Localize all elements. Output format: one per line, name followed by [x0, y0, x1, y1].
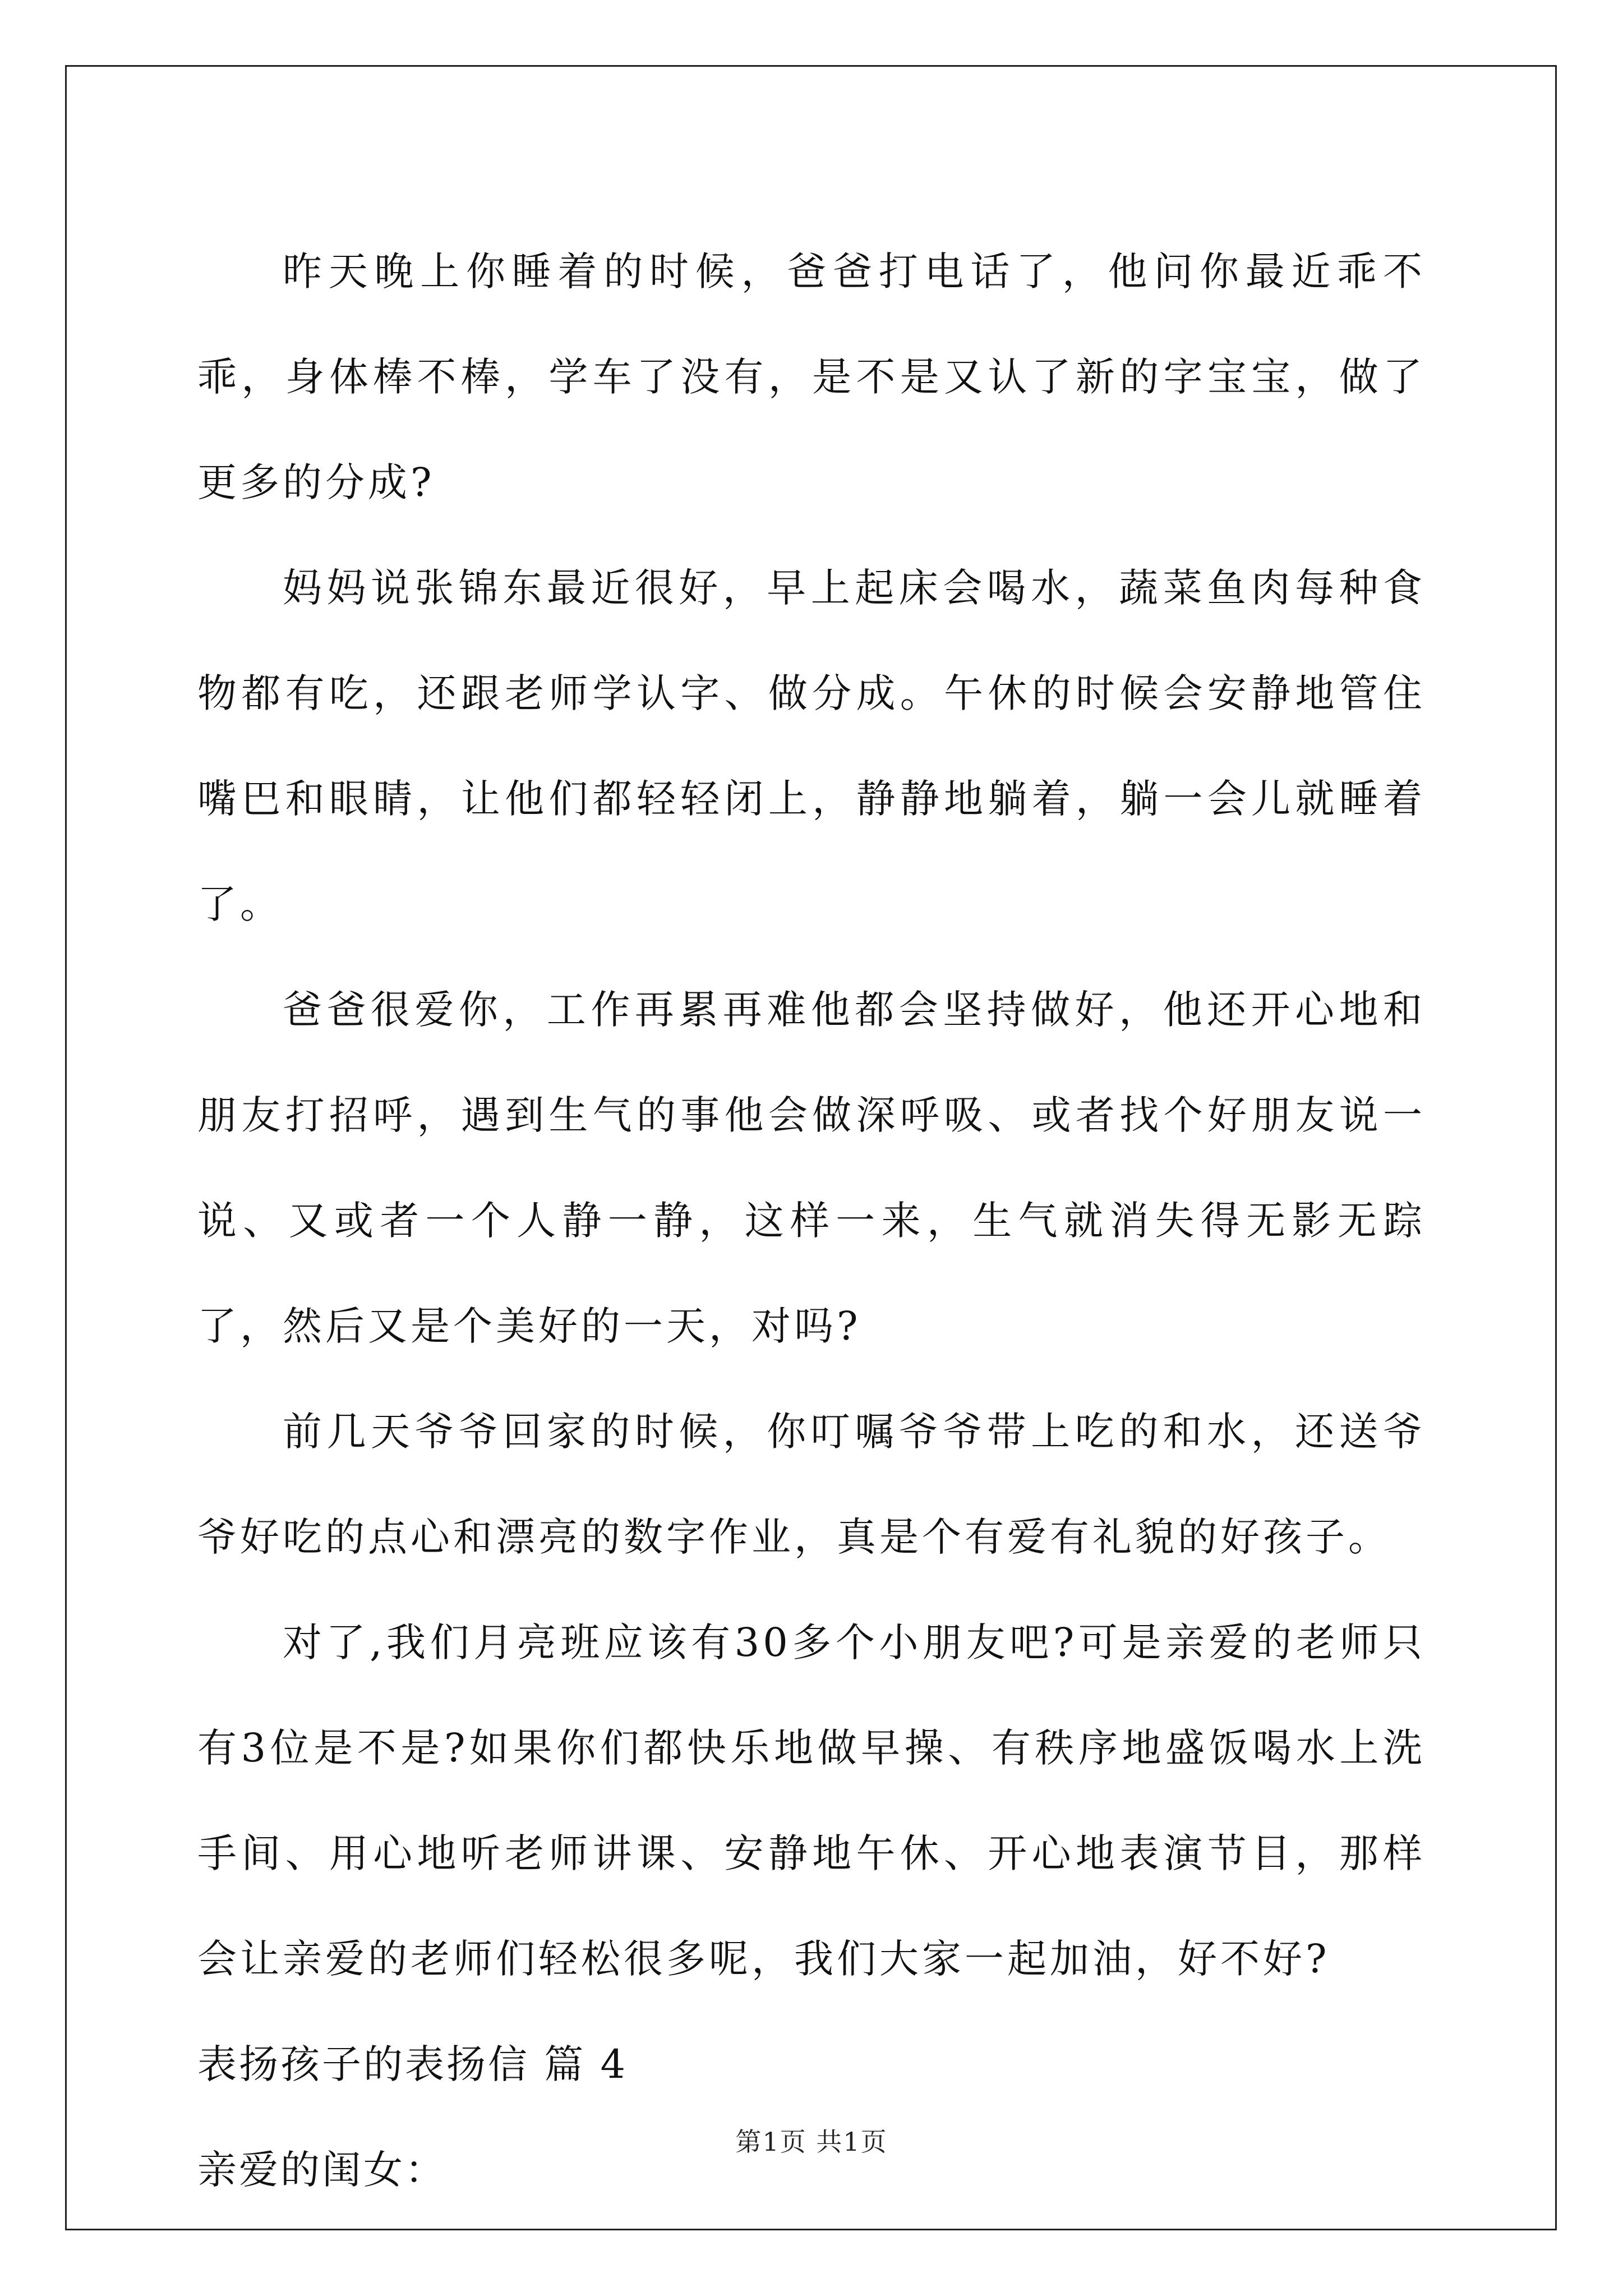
paragraph-5: 对了,我们月亮班应该有30多个小朋友吧?可是亲爱的老师只有3位是不是?如果你们都快乐地做早操、有秩序地盛饭喝水上洗手间、用心地听老师讲课、安静地午休、开心地表演节目，那样会让亲爱的老师们轻松很多呢，我们大家一起加油，好不好?: [197, 1619, 1426, 1982]
salutation: 亲爱的闺女：: [197, 2147, 446, 2193]
page-footer: 第1页 共1页: [735, 2127, 888, 2157]
document-body: [197, 219, 1426, 2223]
paragraph-2: 妈妈说张锦东最近很好，早上起床会喝水，蔬菜鱼肉每种食物都有吃，还跟老师学认字、做分成。午休的时候会安静地管住嘴巴和眼睛，让他们都轻轻闭上，静静地躺着，躺一会儿就睡着了。: [197, 565, 1426, 927]
paragraph-1: 昨天晚上你睡着的时候，爸爸打电话了，他问你最近乖不乖，身体棒不棒，学车了没有，是不是又认了新的字宝宝，做了更多的分成?: [197, 249, 1426, 505]
paragraph-3: 爸爸很爱你，工作再累再难他都会坚持做好，他还开心地和朋友打招呼，遇到生气的事他会做深呼吸、或者找个好朋友说一说、又或者一个人静一静，这样一来，生气就消失得无影无踪了，然后又是个美好的一天，对吗?: [197, 987, 1426, 1349]
section-heading: 表扬孩子的表扬信 篇 4: [197, 2041, 628, 2087]
paragraph-4: 前几天爷爷回家的时候，你叮嘱爷爷带上吃的和水，还送爷爷好吃的点心和漂亮的数字作业，真是个有爱有礼貌的好孩子。: [197, 1409, 1426, 1560]
